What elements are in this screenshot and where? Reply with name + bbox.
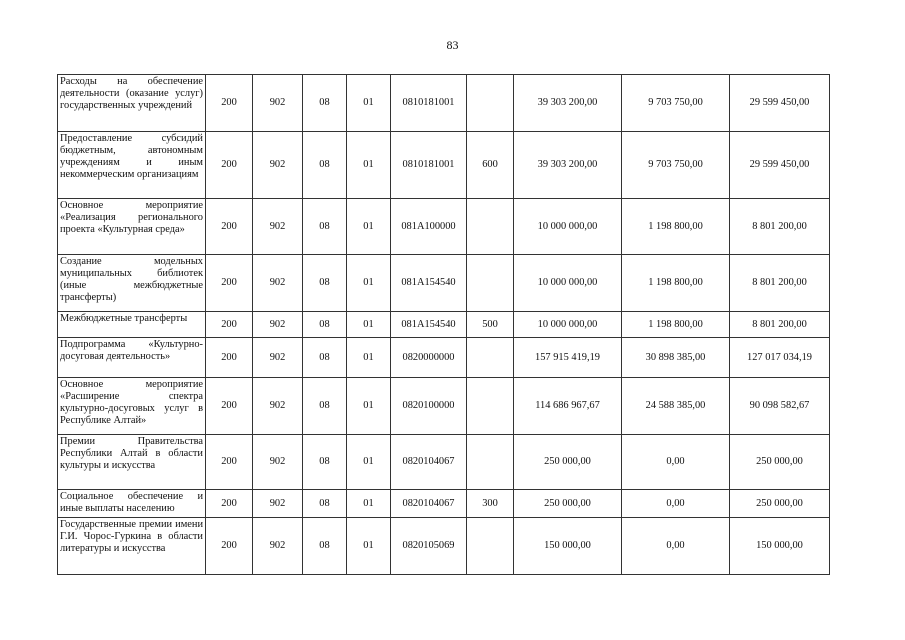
cell-code4: 01 [347,312,391,338]
cell-sum2: 9 703 750,00 [622,132,730,199]
cell-code6 [467,199,514,255]
row-name: Государственные премии имени Г.И. Чорос-Гуркина в области литературы и искусства [58,518,206,575]
row-name: Основное мероприятие «Расширение спектра культурно-досуговых услуг в Республике Алтай» [58,378,206,435]
cell-code4: 01 [347,435,391,490]
cell-code3: 08 [303,490,347,518]
cell-sum1: 39 303 200,00 [514,132,622,199]
cell-code1: 200 [206,75,253,132]
row-name: Основное мероприятие «Реализация регионального проекта «Культурная среда» [58,199,206,255]
table-row [58,199,830,255]
cell-code2: 902 [253,518,303,575]
cell-code1: 200 [206,518,253,575]
cell-code1: 200 [206,378,253,435]
cell-sum3: 90 098 582,67 [730,378,830,435]
cell-sum1: 10 000 000,00 [514,312,622,338]
cell-sum1: 39 303 200,00 [514,75,622,132]
cell-code4: 01 [347,378,391,435]
cell-sum2: 1 198 800,00 [622,255,730,312]
cell-sum2: 0,00 [622,518,730,575]
table-row [58,435,830,490]
cell-code2: 902 [253,435,303,490]
cell-code4: 01 [347,132,391,199]
cell-sum3: 8 801 200,00 [730,312,830,338]
cell-sum1: 250 000,00 [514,490,622,518]
cell-code6 [467,435,514,490]
cell-code4: 01 [347,518,391,575]
table-row [58,255,830,312]
row-name: Межбюджетные трансферты [58,312,206,338]
table-row [58,75,830,132]
cell-code2: 902 [253,255,303,312]
cell-code5: 081A100000 [391,199,467,255]
cell-code5: 0820105069 [391,518,467,575]
cell-sum3: 127 017 034,19 [730,338,830,378]
cell-code4: 01 [347,199,391,255]
cell-code2: 902 [253,75,303,132]
cell-code5: 0820104067 [391,435,467,490]
cell-code6: 500 [467,312,514,338]
cell-code5: 0820104067 [391,490,467,518]
cell-code2: 902 [253,338,303,378]
cell-code6 [467,75,514,132]
cell-code5: 081A154540 [391,312,467,338]
cell-code2: 902 [253,378,303,435]
cell-sum1: 157 915 419,19 [514,338,622,378]
page-number: 83 [446,38,459,52]
cell-code3: 08 [303,255,347,312]
table-body [58,75,830,575]
cell-code4: 01 [347,338,391,378]
cell-code6: 300 [467,490,514,518]
cell-code2: 902 [253,132,303,199]
cell-sum3: 29 599 450,00 [730,75,830,132]
cell-code6 [467,518,514,575]
cell-sum3: 150 000,00 [730,518,830,575]
cell-code2: 902 [253,490,303,518]
cell-code5: 081A154540 [391,255,467,312]
cell-code3: 08 [303,338,347,378]
cell-code6 [467,378,514,435]
row-name: Подпрограмма «Культурно-досуговая деятельность» [58,338,206,378]
row-name: Социальное обеспечение и иные выплаты населению [58,490,206,518]
row-name: Предоставление субсидий бюджетным, автономным учреждениям и иным некоммерческим организациям [58,132,206,199]
table-row [58,378,830,435]
table-row [58,132,830,199]
table-row [58,518,830,575]
table-row [58,312,830,338]
cell-code3: 08 [303,132,347,199]
cell-sum2: 1 198 800,00 [622,312,730,338]
cell-code3: 08 [303,312,347,338]
cell-code1: 200 [206,435,253,490]
cell-code1: 200 [206,132,253,199]
cell-code1: 200 [206,338,253,378]
cell-sum2: 1 198 800,00 [622,199,730,255]
cell-sum3: 29 599 450,00 [730,132,830,199]
cell-sum2: 30 898 385,00 [622,338,730,378]
cell-code2: 902 [253,199,303,255]
cell-sum1: 150 000,00 [514,518,622,575]
cell-code5: 0820100000 [391,378,467,435]
cell-code5: 0810181001 [391,75,467,132]
cell-code4: 01 [347,490,391,518]
cell-code1: 200 [206,199,253,255]
cell-sum1: 10 000 000,00 [514,255,622,312]
cell-code6 [467,338,514,378]
cell-sum1: 10 000 000,00 [514,199,622,255]
cell-code3: 08 [303,75,347,132]
cell-code3: 08 [303,435,347,490]
cell-sum1: 114 686 967,67 [514,378,622,435]
cell-sum3: 8 801 200,00 [730,255,830,312]
cell-code2: 902 [253,312,303,338]
cell-code6: 600 [467,132,514,199]
cell-sum3: 250 000,00 [730,435,830,490]
table-row [58,338,830,378]
row-name: Премии Правительства Республики Алтай в области культуры и искусства [58,435,206,490]
cell-code4: 01 [347,75,391,132]
row-name: Расходы на обеспечение деятельности (оказание услуг) государственных учреждений [58,75,206,132]
cell-code3: 08 [303,518,347,575]
cell-sum1: 250 000,00 [514,435,622,490]
cell-code1: 200 [206,312,253,338]
cell-sum3: 250 000,00 [730,490,830,518]
cell-code4: 01 [347,255,391,312]
cell-sum2: 24 588 385,00 [622,378,730,435]
cell-code3: 08 [303,378,347,435]
row-name: Создание модельных муниципальных библиотек (иные межбюджетные трансферты) [58,255,206,312]
cell-code5: 0810181001 [391,132,467,199]
cell-sum2: 0,00 [622,435,730,490]
table-row [58,490,830,518]
budget-table [57,74,830,575]
cell-code5: 0820000000 [391,338,467,378]
cell-code6 [467,255,514,312]
cell-code1: 200 [206,490,253,518]
cell-sum2: 0,00 [622,490,730,518]
cell-sum2: 9 703 750,00 [622,75,730,132]
cell-code3: 08 [303,199,347,255]
cell-sum3: 8 801 200,00 [730,199,830,255]
cell-code1: 200 [206,255,253,312]
